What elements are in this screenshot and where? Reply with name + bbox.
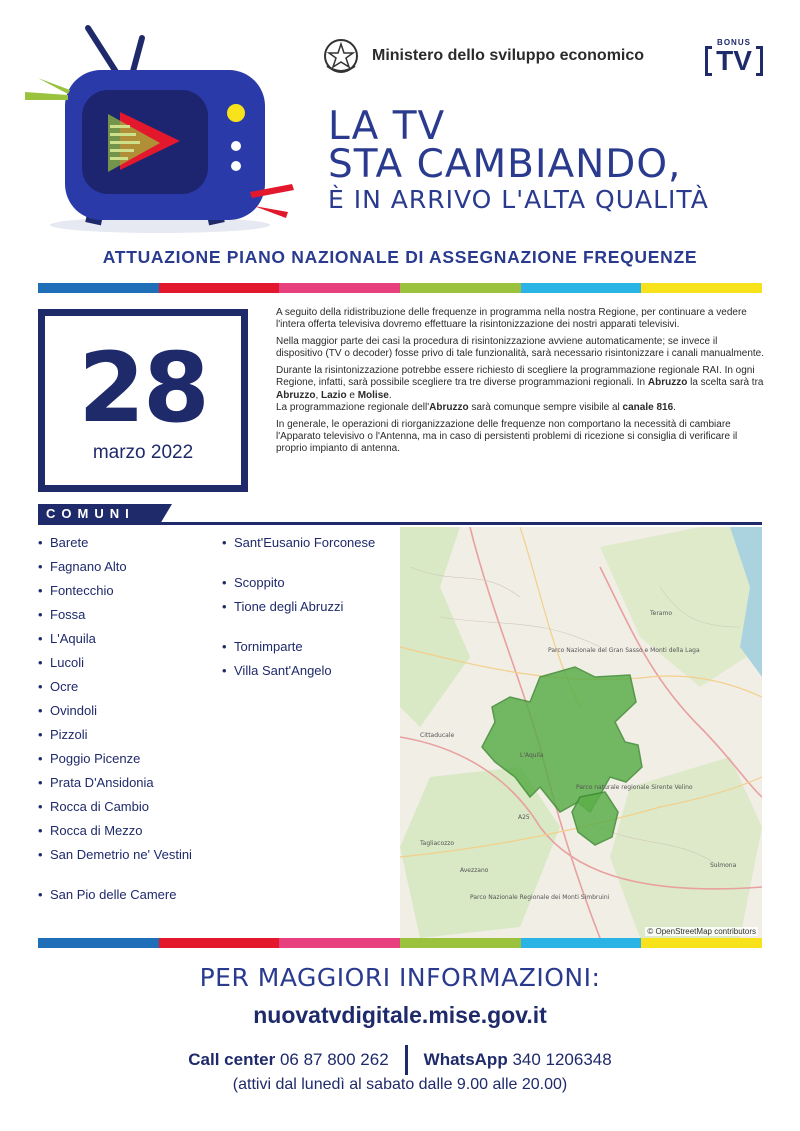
comuni-list-2 <box>222 535 398 687</box>
comune-item: • Lucoli <box>38 655 218 679</box>
info-text <box>276 307 766 460</box>
ministry-header <box>322 36 644 76</box>
whatsapp-number[interactable]: 340 1206348 <box>512 1050 612 1069</box>
text-span: Durante la risintonizzazione potrebbe essere richiesto di scegliere la programmazione regionale RAI. In ogni Regione, infatti, sarà possibile scegliere tra tre diverse programmazioni regionali. In <box>276 365 755 389</box>
comune-item: • Fagnano Alto <box>38 559 218 583</box>
date-box <box>38 309 248 492</box>
map-label: Cittaducale <box>420 732 455 739</box>
coverage-map <box>400 527 762 938</box>
comune-item: • Villa Sant'Angelo <box>222 663 398 687</box>
stripe-segment <box>38 283 159 293</box>
map-label: Avezzano <box>460 867 489 874</box>
comune-item: • Rocca di Mezzo <box>38 823 218 847</box>
service-hours: (attivi dal lunedì al sabato dalle 9.00 alle 20.00) <box>232 1076 568 1093</box>
comune-item: • Barete <box>38 535 218 559</box>
map-graphic <box>400 527 762 938</box>
map-label: Parco Nazionale Regionale dei Monti Simbruini <box>470 894 610 901</box>
text-span: sarà comunque sempre visibile al <box>468 401 623 413</box>
comune-item: • San Pio delle Camere <box>38 887 218 927</box>
map-label: Teramo <box>650 610 672 617</box>
comune-item: • Rocca di Cambio <box>38 799 218 823</box>
stripe-segment <box>279 283 400 293</box>
subtitle: ATTUAZIONE PIANO NAZIONALE DI ASSEGNAZIONE FREQUENZE <box>102 247 698 267</box>
more-info-heading: PER MAGGIORI INFORMAZIONI: <box>199 963 601 992</box>
map-label: A25 <box>518 814 530 821</box>
region-option: Lazio <box>321 389 347 401</box>
comune-item: • Pizzoli <box>38 727 218 751</box>
stripe-segment <box>400 938 521 948</box>
comuni-list-1 <box>38 535 218 927</box>
comune-item: • Poggio Picenze <box>38 751 218 775</box>
comuni-header <box>38 504 762 524</box>
comune-item: • L'Aquila <box>38 631 218 655</box>
region-name: Abruzzo <box>647 377 688 389</box>
map-label: Sulmona <box>710 862 737 869</box>
paragraph-2: Nella maggior parte dei casi la procedura di risintonizzazione avviene automaticamente; se invece il dispositivo (TV o decoder) fosse privo di tale funzionalità, sarà necessario risintonizzare i canali manualmente. <box>276 336 765 360</box>
divider <box>405 1045 408 1075</box>
map-label: Parco naturale regionale Sirente Velino <box>576 784 693 791</box>
paragraph-3 <box>276 365 766 413</box>
headline-line-1: LA TV <box>328 104 446 149</box>
bonus-label: BONUS <box>717 38 751 47</box>
map-label: Tagliacozzo <box>420 840 455 847</box>
ministry-name: Ministero dello sviluppo economico <box>372 47 645 64</box>
date-day: 28 <box>78 332 208 444</box>
region-name: Abruzzo <box>429 401 469 413</box>
republic-emblem-icon <box>322 36 360 76</box>
comune-item: • Fossa <box>38 607 218 631</box>
stripe-segment <box>521 938 642 948</box>
contacts-row <box>0 1045 800 1075</box>
color-stripe-bottom <box>38 938 762 948</box>
website-link[interactable]: nuovatvdigitale.mise.gov.it <box>253 1002 547 1028</box>
comune-item: • Prata D'Ansidonia <box>38 775 218 799</box>
comune-item: • San Demetrio ne' Vestini <box>38 847 218 887</box>
stripe-segment <box>641 938 762 948</box>
text-span: la scelta sarà tra <box>687 377 764 389</box>
region-option: Molise <box>357 389 389 401</box>
headline-line-2: STA CAMBIANDO, <box>328 142 682 187</box>
color-stripe-top <box>38 283 762 293</box>
callcenter-number[interactable]: 06 87 800 262 <box>279 1050 389 1069</box>
stripe-segment <box>38 938 159 948</box>
whatsapp-label: WhatsApp <box>423 1050 508 1069</box>
text-span: . <box>388 389 392 401</box>
paragraph-4: In generale, le operazioni di riorganizzazione delle frequenze non comportano la necessità di cambiare l'Apparato televisivo o l'Antenna, ma in caso di persistenti problemi di ricezione si consiglia di verificare il proprio impianto di antenna. <box>276 418 738 454</box>
comuni-title: COMUNI <box>38 504 160 524</box>
stripe-segment <box>279 938 400 948</box>
callcenter-label: Call center <box>188 1050 276 1069</box>
text-span: , <box>315 389 322 401</box>
text-span: e <box>346 389 358 401</box>
comune-item: • Sant'Eusanio Forconese <box>222 535 398 575</box>
comune-item: • Ovindoli <box>38 703 218 727</box>
map-credit: © OpenStreetMap contributors <box>647 927 756 936</box>
comune-item: • Scoppito <box>222 575 398 599</box>
stripe-segment <box>521 283 642 293</box>
stripe-segment <box>159 938 280 948</box>
paragraph-1: A seguito della ridistribuzione delle frequenze in programma nella nostra Regione, per continuare a vedere l'intera offerta televisiva dovremo effettuare la risintonizzazione dei nostri apparati televisivi. <box>276 307 747 331</box>
stripe-segment <box>400 283 521 293</box>
headline-line-3: È IN ARRIVO L'ALTA QUALITÀ <box>328 185 709 214</box>
comune-item: • Tione degli Abruzzi <box>222 599 398 639</box>
comune-item: • Tornimparte <box>222 639 398 663</box>
headline <box>328 104 709 216</box>
comune-item: • Ocre <box>38 679 218 703</box>
tv-label: TV <box>716 45 752 76</box>
map-label: Parco Nazionale del Gran Sasso e Monti della Laga <box>548 647 700 654</box>
region-option: Abruzzo <box>276 389 316 401</box>
tv-illustration <box>10 20 310 245</box>
text-span: . <box>673 401 676 413</box>
bonus-tv-logo <box>705 38 763 78</box>
text-span: La programmazione regionale dell' <box>276 401 430 413</box>
channel-number: canale 816 <box>622 401 674 413</box>
comune-item: • Fontecchio <box>38 583 218 607</box>
stripe-segment <box>159 283 280 293</box>
stripe-segment <box>641 283 762 293</box>
map-label: L'Aquila <box>520 752 544 759</box>
date-month-year: marzo 2022 <box>92 442 194 463</box>
